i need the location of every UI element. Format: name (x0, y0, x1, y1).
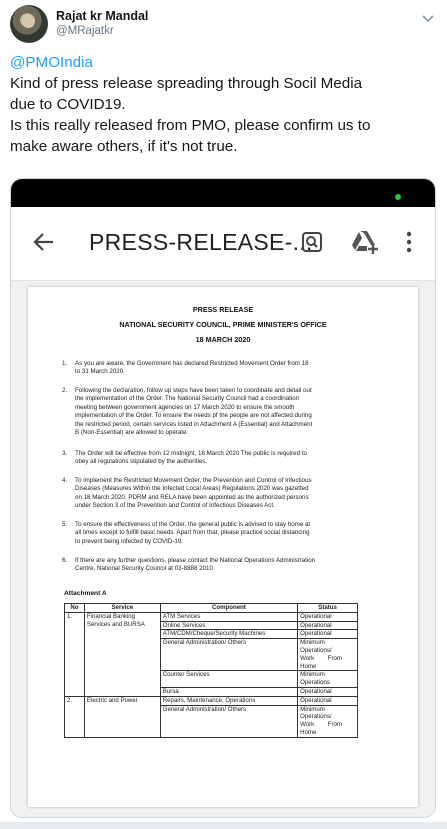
back-arrow-icon[interactable] (31, 229, 57, 255)
status-cell (298, 705, 358, 737)
status-line: Home (300, 728, 317, 736)
paragraph (62, 450, 375, 467)
paragraph-line: the implementation of the Order. The National Security Council had a coordination (75, 395, 300, 403)
table-header-row (65, 604, 358, 613)
tweet-text (10, 52, 440, 157)
table-row (65, 612, 358, 621)
component-cell: Online Services (160, 621, 297, 630)
service-line: Services and BURSA (86, 620, 145, 628)
row-number: 1. (65, 612, 85, 696)
component-cell: ATM/CDM/Cheque/Security Machines (160, 630, 297, 639)
status-cell: Operational (298, 612, 358, 621)
paragraph-line: implementation of the Order. To ensure the needs pf the people are not affected during (75, 412, 312, 420)
paragraph-number: 2. (62, 387, 68, 394)
component-cell: Counter Services (160, 671, 297, 688)
paragraph (62, 477, 375, 511)
column-header: No (65, 604, 85, 613)
avatar[interactable] (10, 5, 48, 43)
user-handle[interactable]: @MRajatkr (56, 25, 114, 37)
press-release-heading: PRESS RELEASE (192, 305, 254, 314)
tweet-line: make aware others, if it's not true. (10, 138, 238, 155)
tweet-header (10, 4, 440, 46)
paragraph-number: 5. (62, 521, 68, 528)
service-cell (84, 612, 160, 696)
column-header: Component (160, 604, 297, 613)
tweet-line: due to COVID19. (10, 96, 126, 113)
status-dot-icon (395, 194, 401, 200)
document-page (28, 287, 418, 807)
status-cell: Operational (298, 621, 358, 630)
component-cell: General Administration/ Others (160, 705, 297, 737)
status-cell (298, 639, 358, 671)
paragraph (62, 387, 375, 437)
component-cell: ATM Services (160, 612, 297, 621)
paragraph-line: B (Non-Essential) are allowed to operate. (75, 429, 189, 437)
paragraph (62, 557, 375, 574)
paragraph-line: To implement the Restricted Movement Order, the Prevention and Control of Infectious (75, 477, 312, 484)
paragraph-line: on 18 March 2020. PDRM and RELA have been appointed as the authorized persons (75, 493, 309, 501)
paragraph-line: The Order will be effective from 12 midnight, 18 March 2020 The public is required to (75, 450, 307, 457)
paragraph-number: 6. (62, 557, 68, 564)
attachment-title: Attachment A (64, 590, 107, 597)
paragraph-number: 4. (62, 477, 68, 484)
display-name[interactable]: Rajat kr Mandal (56, 9, 149, 23)
status-line: Minimum (300, 705, 325, 713)
drive-add-icon[interactable] (351, 229, 379, 255)
service-cell (84, 696, 160, 737)
tweet-line: Kind of press release spreading through Socil Media (10, 75, 363, 92)
paragraph-line: all times except to fulfill basic needs. Apart from that, please practice social distancing (75, 529, 310, 537)
paragraph-line: under Section 3 of the Prevention and Control of Infectious Diseases Act. (75, 502, 275, 510)
paragraph-line: to prevent being infected by COVID-19. (75, 537, 183, 545)
status-line: Work From (300, 721, 342, 729)
paragraph-line: to 31 March 2020. (75, 368, 125, 376)
column-header: Status (298, 604, 358, 613)
status-line: Operations (300, 679, 330, 687)
lens-icon[interactable] (301, 231, 323, 253)
row-number: 2. (65, 696, 85, 737)
viewer-app-bar (11, 207, 435, 281)
paragraph (62, 360, 375, 377)
document-viewer[interactable] (11, 281, 435, 818)
status-line: Minimum (300, 671, 325, 679)
tweet-line: Is this really released from PMO, please confirm us to (10, 117, 371, 134)
paragraph-line: Following the declaration, follow up steps have been taken to coordinate and detail out (75, 387, 312, 394)
status-line: Work From (300, 654, 342, 662)
status-cell: Operational (298, 687, 358, 696)
service-line: Electric and Power (86, 696, 138, 704)
paragraph-line: Diseases (Measures Within the Infected Local Areas) Regulations 2020 was gazetted (75, 485, 309, 493)
release-date: 18 MARCH 2020 (195, 335, 251, 344)
paragraph-line: Centre, National Security Council at 03-8888 2010. (75, 565, 215, 573)
phone-status-bar (11, 179, 435, 207)
status-cell: Operational (298, 630, 358, 639)
status-cell: Operational (298, 696, 358, 705)
chevron-down-icon[interactable] (420, 10, 436, 26)
paragraph-number: 3. (62, 450, 68, 457)
status-line: Operations/ (300, 646, 332, 654)
component-cell: Repairs, Maintenance, Operations (160, 696, 297, 705)
paragraph (62, 521, 375, 546)
document-title: PRESS-RELEASE-... (89, 229, 313, 255)
table-row (65, 696, 358, 705)
component-cell: General Administration/ Others (160, 639, 297, 671)
status-line: Home (300, 662, 317, 670)
status-line: Minimum (300, 639, 325, 647)
paragraph-line: obey all regulations stipulated by the authorities. (75, 458, 208, 466)
bottom-divider (0, 822, 447, 829)
column-header: Service (84, 604, 160, 613)
tweet-media-image[interactable] (10, 178, 436, 818)
organization-heading: NATIONAL SECURITY COUNCIL, PRIME MINISTER'S OFFICE (119, 320, 327, 329)
status-cell (298, 671, 358, 688)
paragraph-line: As you are aware, the Government has declared Restricted Movement Order from 18 (75, 360, 309, 367)
service-line: Financial Banking (86, 612, 136, 620)
paragraph-line: meeting between government agencies on 17 March 2020 to ensure the smooth (75, 403, 295, 411)
more-vert-icon[interactable] (406, 231, 412, 253)
mention-link[interactable]: @PMOIndia (10, 54, 93, 71)
paragraph-line: the restricted period, certain services listed in Attachment A (Essential) and Attachment (75, 420, 313, 428)
paragraph-line: If there are any further questions, please contact the National Operations Administration (75, 557, 316, 564)
paragraph-number: 1. (62, 360, 68, 367)
status-line: Operations/ (300, 713, 332, 721)
services-table (64, 603, 358, 738)
component-cell: Bursa (160, 687, 297, 696)
paragraph-line: To ensure the effectiveness of the Order, the general public is advised to stay home at (75, 521, 311, 528)
